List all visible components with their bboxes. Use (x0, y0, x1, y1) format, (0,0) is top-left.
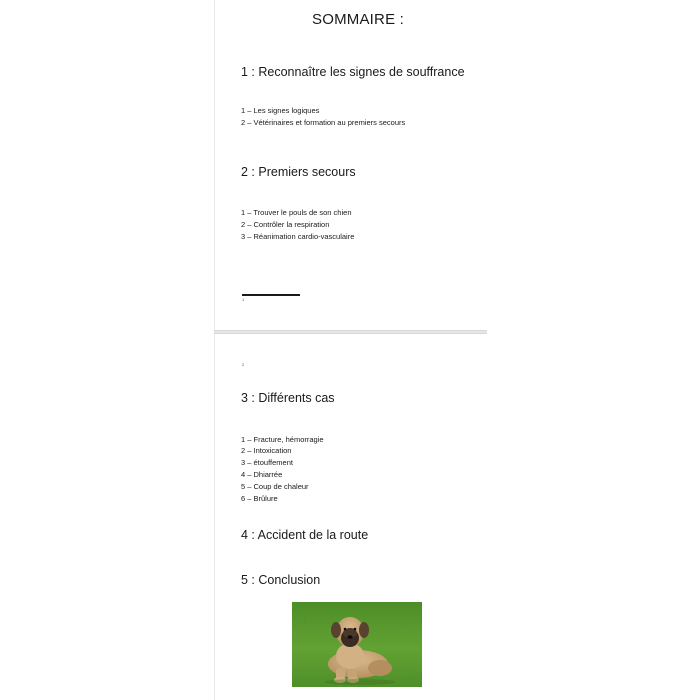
footnote-mark: 1 (242, 297, 245, 302)
footnote-separator (242, 294, 300, 296)
toc-title: SOMMAIRE : (312, 11, 405, 28)
section-heading: 5 : Conclusion (241, 573, 321, 587)
section-item: 2 – Vétérinaires et formation au premiers secours (241, 118, 406, 127)
section-item: 6 – Brûlure (241, 494, 278, 503)
section-item: 2 – Contrôler la respiration (241, 220, 330, 229)
section-item: 3 – étouffement (241, 458, 293, 467)
section-item: 3 – Réanimation cardio-vasculaire (241, 232, 355, 241)
section-heading: 2 : Premiers secours (241, 165, 356, 179)
section-item: 1 – Trouver le pouls de son chien (241, 208, 352, 217)
dog-on-grass-photo-icon (292, 602, 422, 687)
section-item: 5 – Coup de chaleur (241, 482, 309, 491)
footnote-mark: 2 (242, 362, 245, 367)
dog-photo (292, 602, 422, 687)
section-item: 4 – Dhiarrée (241, 470, 283, 479)
section-heading: 1 : Reconnaître les signes de souffrance (241, 65, 465, 79)
section-heading: 4 : Accident de la route (241, 528, 369, 542)
section-item: 2 – Intoxication (241, 446, 292, 455)
section-heading: 3 : Différents cas (241, 391, 335, 405)
section-item: 1 – Les signes logiques (241, 106, 320, 115)
section-item: 1 – Fracture, hémorragie (241, 435, 324, 444)
